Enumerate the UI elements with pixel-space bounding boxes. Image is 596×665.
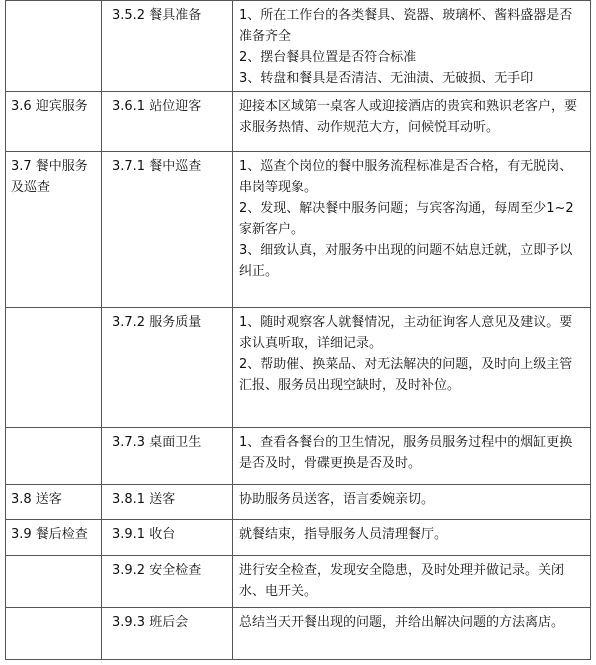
description-line: 2、摆台餐具位置是否符合标准 <box>239 50 417 65</box>
section-cell: 3.7 餐中服务及巡查 <box>6 152 102 308</box>
table-row <box>6 308 591 428</box>
description-line: 2、帮助催、换菜品、对无法解决的问题，及时向上级主管汇报、服务员出现空缺时，及时补位。 <box>239 357 573 393</box>
section-cell: 3.9 餐后检查 <box>6 520 102 556</box>
table-row <box>6 608 591 660</box>
item-cell: 3.9.1 收台 <box>102 520 233 556</box>
item-cell: 3.5.2 餐具准备 <box>102 1 233 92</box>
description-line: 1、巡查个岗位的餐中服务流程标准是否合格，有无脱岗、串岗等现象。 <box>239 159 573 195</box>
section-cell: 3.6 迎宾服务 <box>6 92 102 152</box>
item-cell: 3.7.3 桌面卫生 <box>102 428 233 485</box>
description-line: 1、所在工作台的各类餐具、瓷器、玻璃杯、酱料盛器是否准备齐全 <box>239 8 573 44</box>
description-cell <box>233 428 591 485</box>
item-cell: 3.7.2 服务质量 <box>102 308 233 428</box>
section-cell: 3.8 送客 <box>6 485 102 520</box>
section-cell <box>6 1 102 92</box>
table-row <box>6 520 591 556</box>
section-cell <box>6 308 102 428</box>
table-row <box>6 556 591 608</box>
description-line: 协助服务员送客，语言委婉亲切。 <box>239 492 435 507</box>
description-cell <box>233 152 591 308</box>
description-line: 迎接本区域第一桌客人或迎接酒店的贵宾和熟识老客户，要求服务热情、动作规范大方，问候悦耳动听。 <box>239 99 578 135</box>
table-row <box>6 152 591 308</box>
description-line: 3、转盘和餐具是否清洁、无油渍、无破损、无手印 <box>239 71 534 86</box>
description-line: 进行安全检查，发现安全隐患，及时处理并做记录。关闭水、电开关。 <box>239 563 565 599</box>
description-cell <box>233 608 591 660</box>
section-cell <box>6 556 102 608</box>
item-cell: 3.6.1 站位迎客 <box>102 92 233 152</box>
item-cell: 3.9.2 安全检查 <box>102 556 233 608</box>
section-cell <box>6 428 102 485</box>
description-cell <box>233 520 591 556</box>
description-line: 1、查看各餐台的卫生情况，服务员服务过程中的烟缸更换是否及时，骨碟更换是否及时。 <box>239 435 573 471</box>
item-cell: 3.8.1 送客 <box>102 485 233 520</box>
table-row <box>6 1 591 92</box>
description-cell <box>233 92 591 152</box>
description-line: 1、随时观察客人就餐情况，主动征询客人意见及建议。要求认真听取，详细记录。 <box>239 315 573 351</box>
procedure-table <box>5 0 591 660</box>
item-cell: 3.7.1 餐中巡查 <box>102 152 233 308</box>
description-line: 3、细致认真，对服务中出现的问题不姑息迁就，立即予以纠正。 <box>239 243 573 279</box>
description-cell <box>233 308 591 428</box>
description-line: 就餐结束，指导服务人员清理餐厅。 <box>239 527 448 542</box>
item-cell: 3.9.3 班后会 <box>102 608 233 660</box>
description-line: 总结当天开餐出现的问题，并给出解决问题的方法离店。 <box>239 615 565 630</box>
description-cell <box>233 485 591 520</box>
table-row <box>6 485 591 520</box>
section-cell <box>6 608 102 660</box>
table-row <box>6 428 591 485</box>
description-line: 2、发现、解决餐中服务问题；与宾客沟通，每周至少1~2 家新客户。 <box>239 201 574 237</box>
description-cell <box>233 556 591 608</box>
description-cell <box>233 1 591 92</box>
table-row <box>6 92 591 152</box>
